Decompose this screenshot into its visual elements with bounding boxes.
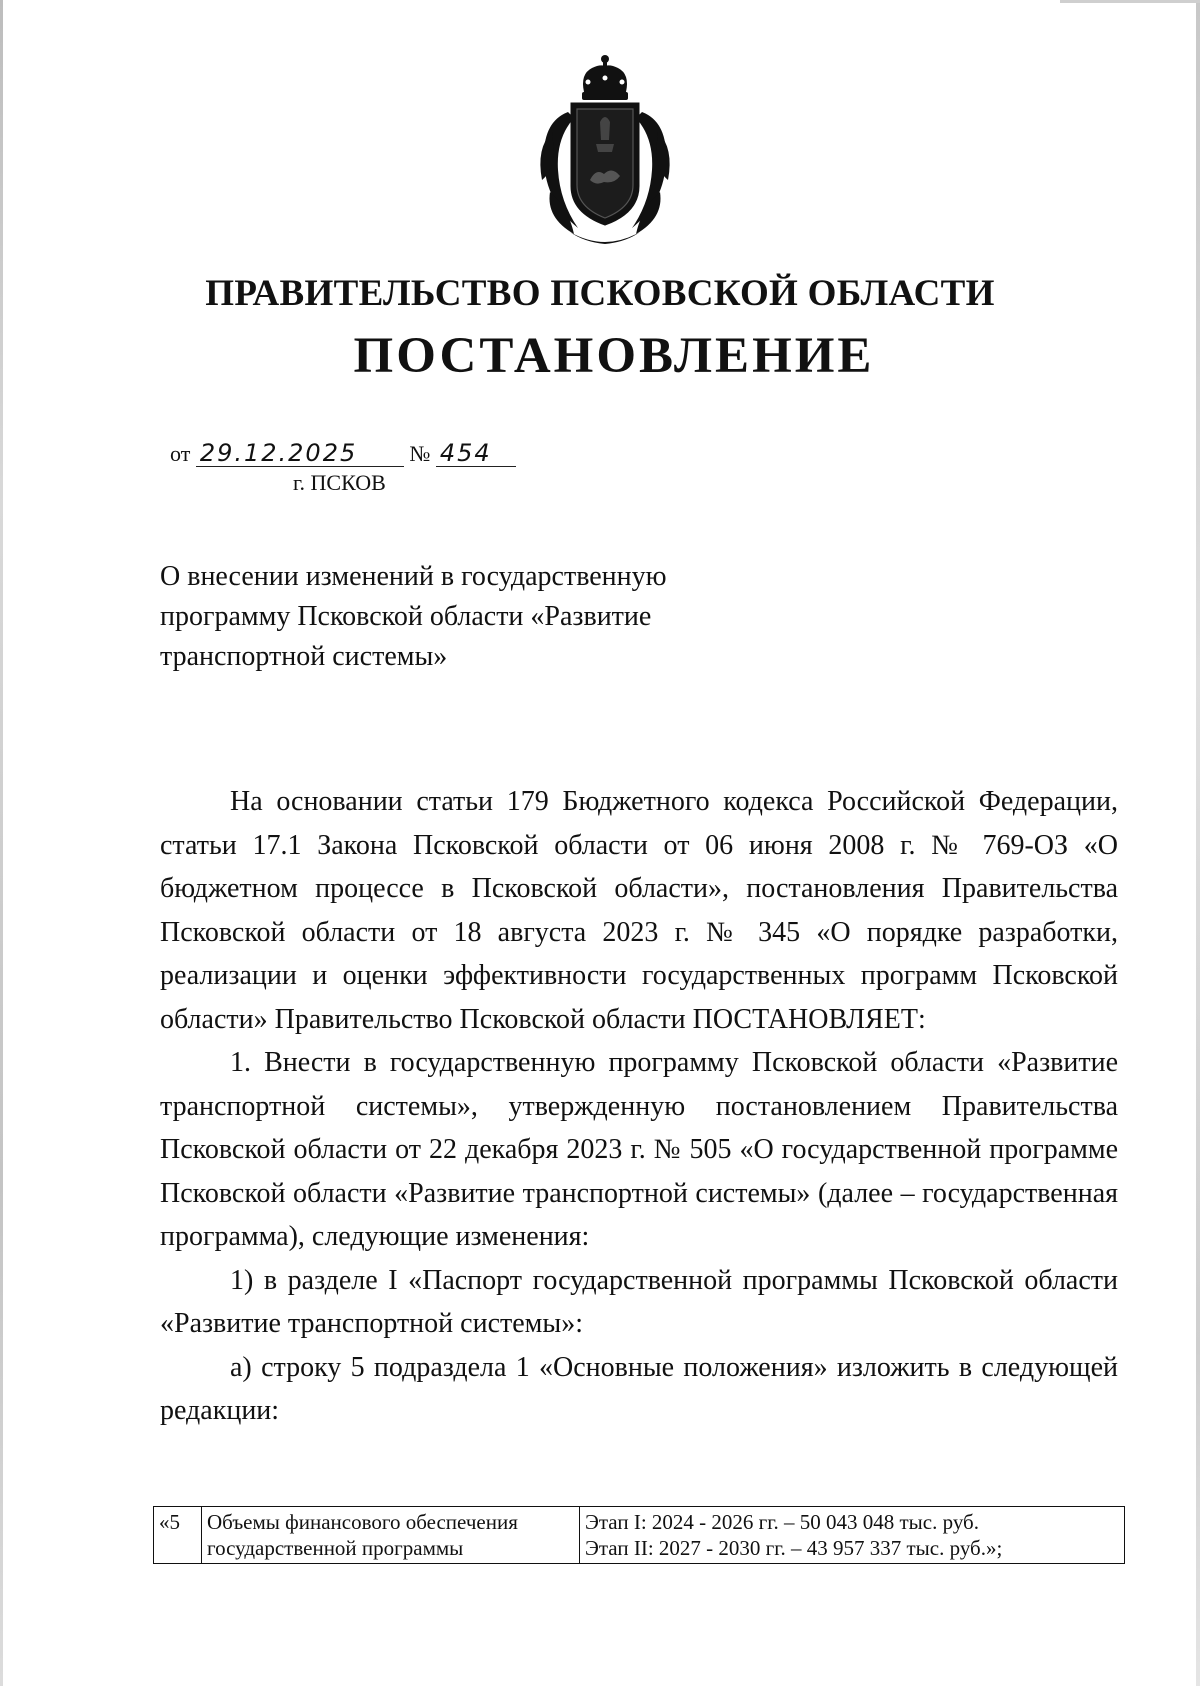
scan-edge-top	[1060, 0, 1200, 3]
document-type-title: ПОСТАНОВЛЕНИЕ	[353, 328, 875, 384]
row-value-cell	[580, 1507, 1125, 1564]
handwritten-date: 29.12.2025	[196, 440, 404, 467]
scan-edge-right	[1196, 0, 1200, 1686]
row-name-line-1: Объемы финансового обеспечения	[207, 1510, 518, 1534]
document-body	[160, 780, 1118, 1433]
table-row	[154, 1507, 1125, 1564]
item-1-paragraph: 1. Внести в государственную программу Псковской области «Развитие транспортной системы», утвержденную постановлением Правительства Псковской области от 22 декабря 2023 г. № 505 «О государственной программе Псковской области «Развитие транспортной системы» (далее – государственная программа), следующие изменения:	[160, 1047, 1118, 1252]
pskov-coat-of-arms-icon	[530, 52, 680, 248]
financing-table	[153, 1506, 1125, 1564]
date-number-line	[170, 440, 516, 467]
item-1-1-a-paragraph: а) строку 5 подраздела 1 «Основные положения» изложить в следующей редакции:	[160, 1351, 1118, 1426]
organization-title: ПРАВИТЕЛЬСТВО ПСКОВСКОЙ ОБЛАСТИ	[205, 273, 995, 314]
row-name-cell	[202, 1507, 580, 1564]
handwritten-number: 454	[436, 440, 516, 467]
number-prefix: №	[409, 441, 431, 466]
date-prefix: от	[170, 441, 191, 466]
item-1-1-paragraph: 1) в разделе I «Паспорт государственной программы Псковской области «Развитие транспортной системы»:	[160, 1264, 1118, 1339]
document-subject: О внесении изменений в государственную программу Псковской области «Развитие транспортной системы»	[160, 561, 667, 672]
city-name: г. ПСКОВ	[293, 470, 386, 495]
row-number-cell: «5	[154, 1507, 202, 1564]
stage-2-value: Этап II: 2027 - 2030 гг. – 43 957 337 тыс. руб.»;	[585, 1536, 1003, 1560]
preamble-paragraph: На основании статьи 179 Бюджетного кодекса Российской Федерации, статьи 17.1 Закона Псковской области от 06 июня 2008 г. № 769-ОЗ «О бюджетном процессе в Псковской области», постановления Правительства Псковской области от 18 августа 2023 г. № 345 «О порядке разработки, реализации и оценки эффективности государственных программ Псковской области» Правительство Псковской области ПОСТАНОВЛЯЕТ:	[160, 786, 1118, 1035]
stage-1-value: Этап I: 2024 - 2026 гг. – 50 043 048 тыс. руб.	[585, 1510, 979, 1534]
scan-edge-left	[0, 0, 3, 1686]
row-name-line-2: государственной программы	[207, 1536, 464, 1560]
